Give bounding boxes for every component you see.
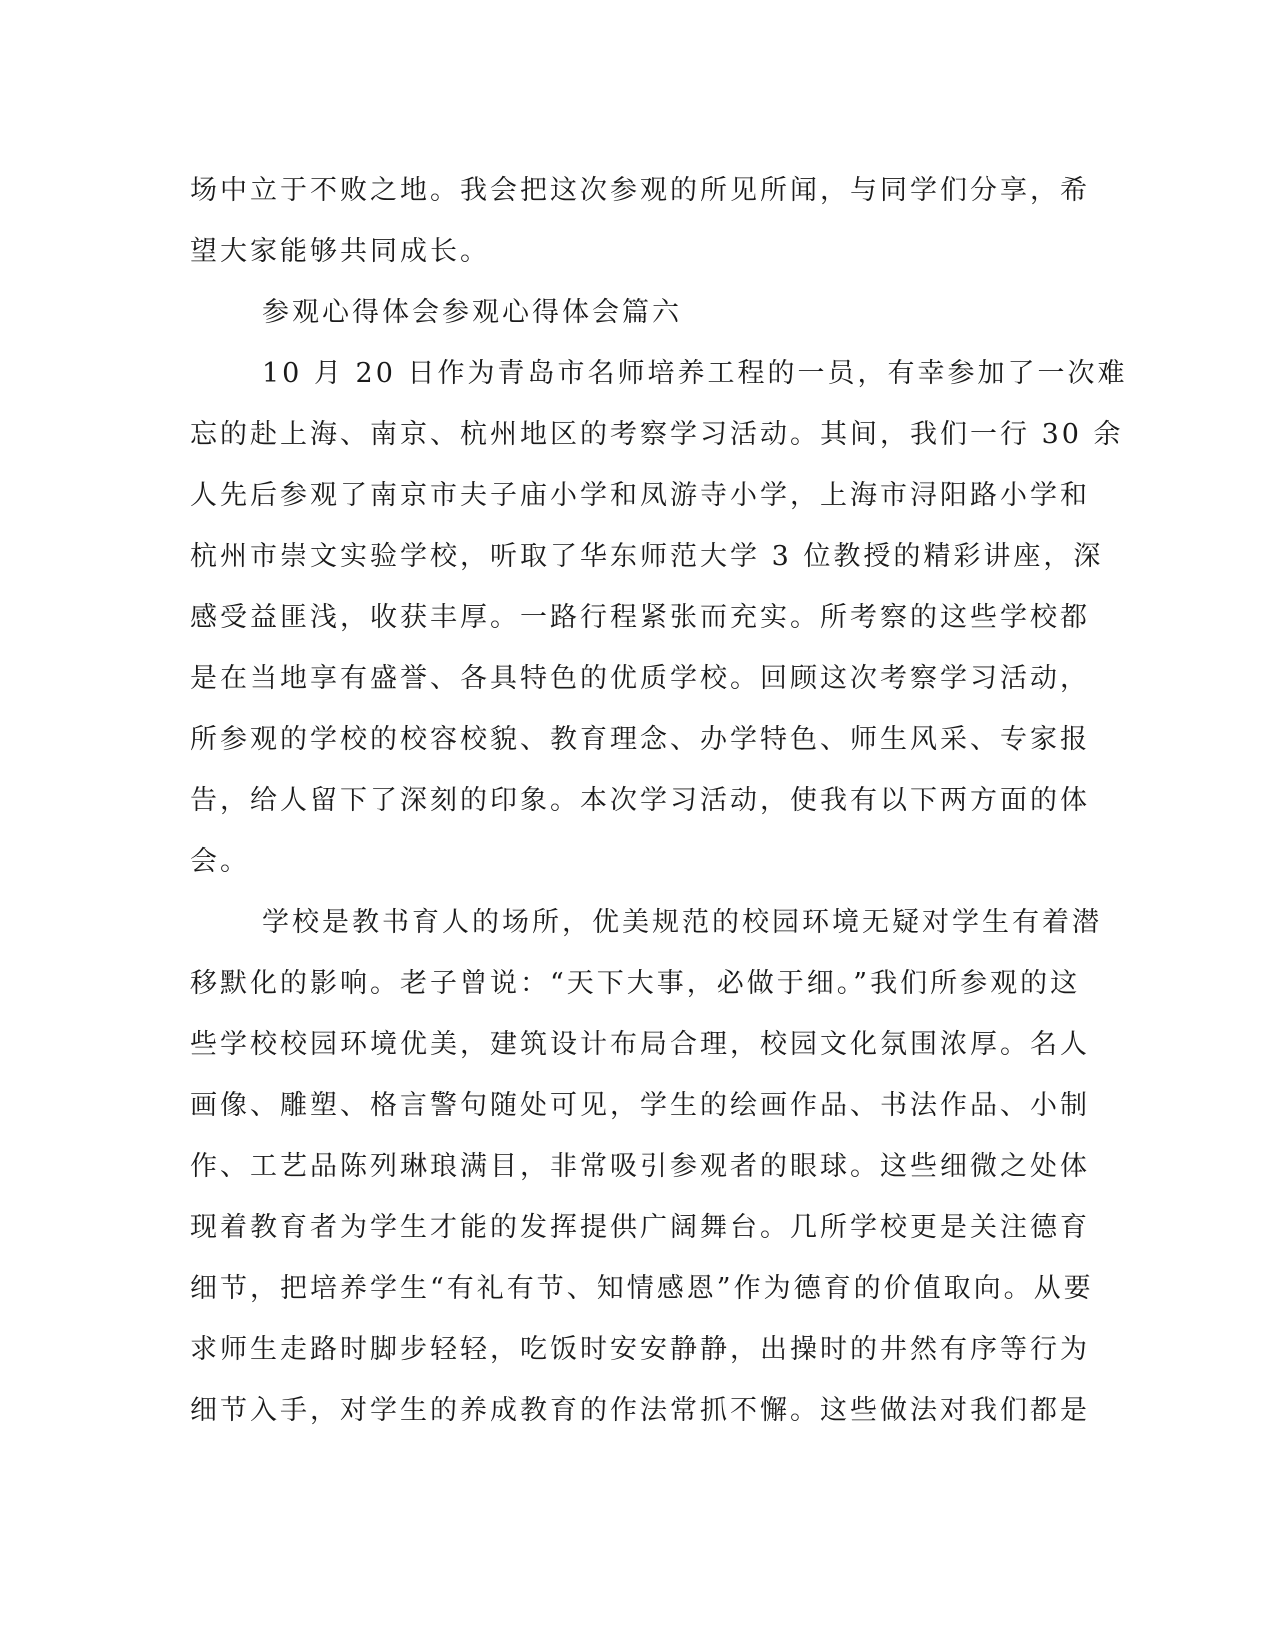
text-line: 是在当地享有盛誉、各具特色的优质学校。回顾这次考察学习活动， bbox=[190, 663, 1090, 694]
text-line: 作、工艺品陈列琳琅满目，非常吸引参观者的眼球。这些细微之处体 bbox=[190, 1151, 1090, 1182]
text-line: 些学校校园环境优美，建筑设计布局合理，校园文化氛围浓厚。名人 bbox=[190, 1029, 1090, 1060]
document-body bbox=[190, 160, 1128, 1441]
text-line: 所参观的学校的校容校貌、教育理念、办学特色、师生风采、专家报 bbox=[190, 724, 1090, 755]
text-line: 杭州市崇文实验学校，听取了华东师范大学 3 位教授的精彩讲座，深 bbox=[190, 541, 1104, 572]
text-line: 告，给人留下了深刻的印象。本次学习活动，使我有以下两方面的体 bbox=[190, 785, 1090, 816]
text-line: 感受益匪浅，收获丰厚。一路行程紧张而充实。所考察的这些学校都 bbox=[190, 602, 1090, 633]
text-line: 移默化的影响。老子曾说：“天下大事，必做于细。”我们所参观的这 bbox=[190, 968, 1081, 999]
text-line: 场中立于不败之地。我会把这次参观的所见所闻，与同学们分享，希 bbox=[190, 175, 1090, 206]
text-line: 望大家能够共同成长。 bbox=[190, 236, 490, 267]
text-line: 忘的赴上海、南京、杭州地区的考察学习活动。其间，我们一行 30 余 bbox=[190, 419, 1124, 450]
text-line: 会。 bbox=[190, 846, 250, 877]
text-line: 细节入手，对学生的养成教育的作法常抓不懈。这些做法对我们都是 bbox=[190, 1395, 1090, 1426]
text-line: 求师生走路时脚步轻轻，吃饭时安安静静，出操时的井然有序等行为 bbox=[190, 1334, 1090, 1365]
text-line: 学校是教书育人的场所，优美规范的校园环境无疑对学生有着潜 bbox=[262, 907, 1102, 938]
text-line: 现着教育者为学生才能的发挥提供广阔舞台。几所学校更是关注德育 bbox=[190, 1212, 1090, 1243]
section-heading: 参观心得体会参观心得体会篇六 bbox=[262, 297, 682, 328]
text-line: 10 月 20 日作为青岛市名师培养工程的一员，有幸参加了一次难 bbox=[262, 358, 1128, 389]
text-line: 细节，把培养学生“有礼有节、知情感恩”作为德育的价值取向。从要 bbox=[190, 1273, 1094, 1304]
text-line: 画像、雕塑、格言警句随处可见，学生的绘画作品、书法作品、小制 bbox=[190, 1090, 1090, 1121]
text-line: 人先后参观了南京市夫子庙小学和凤游寺小学，上海市浔阳路小学和 bbox=[190, 480, 1090, 511]
